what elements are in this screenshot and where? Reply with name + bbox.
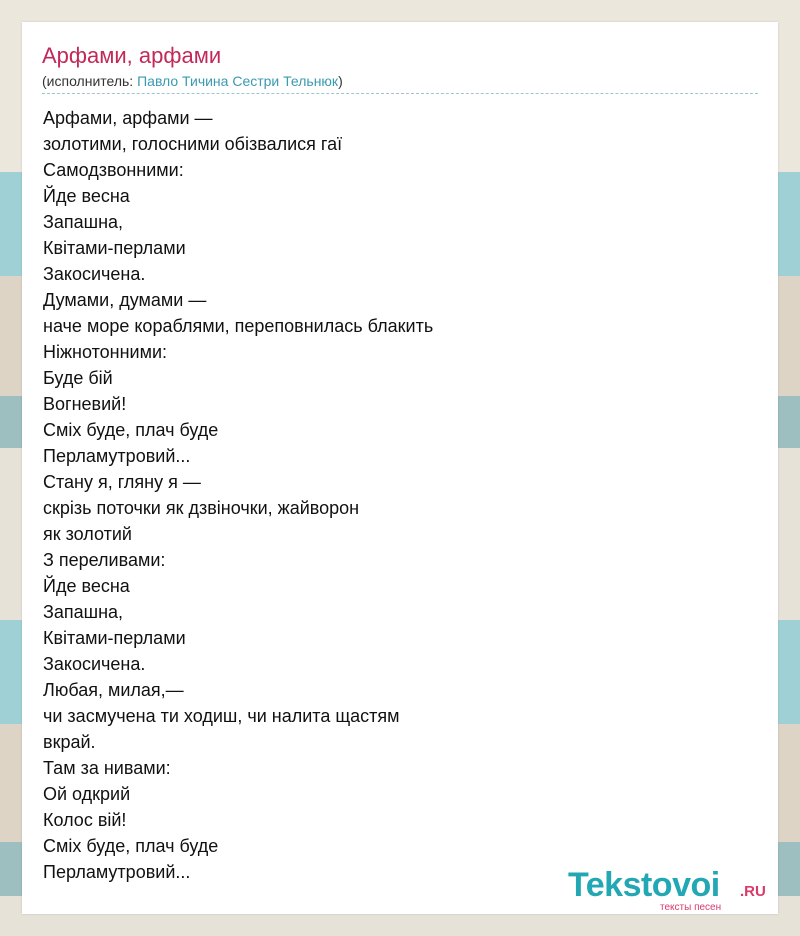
lyric-line: наче море кораблями, переповнилась блакить [43,316,434,336]
lyric-line: Ніжнотонними: [43,342,168,362]
song-title: Арфами, арфами [42,43,222,68]
lyric-line: Запашна, [43,602,124,622]
lyric-line: Закосичена. [43,654,146,674]
lyric-line: Сміх буде, плач буде [43,420,219,440]
title-divider [42,93,758,94]
performer-prefix: (исполнитель: [42,73,138,89]
lyric-line: Думами, думами — [43,290,207,310]
lyric-line: Йде весна [43,576,130,596]
lyric-line: Вогневий! [43,394,127,414]
lyric-line: Сміх буде, плач буде [43,836,219,856]
performer-link[interactable]: Павло Тичина Сестри Тельнюк [137,73,339,89]
lyric-line: Буде бій [43,368,113,388]
lyric-line: Любая, милая,— [43,680,184,700]
performer-suffix: ) [338,73,343,89]
lyric-line: золотими, голосними обізвалися гаї [43,134,343,154]
lyric-line: Йде весна [43,186,130,206]
lyric-line: Арфами, арфами — [43,108,213,128]
logo-domain: .RU [740,883,766,900]
lyric-line: як золотий [43,524,132,544]
lyric-line: Там за нивами: [43,758,171,778]
site-logo[interactable] [568,866,778,914]
lyric-line: Стану я, гляну я — [43,472,201,492]
lyric-line: Самодзвонними: [43,160,184,180]
lyric-line: Ой одкрий [43,784,131,804]
lyric-line: чи засмучена ти ходиш, чи налита щастям [43,706,400,726]
lyric-line: вкрай. [43,732,96,752]
lyric-line: Колос вій! [43,810,127,830]
lyric-line: Закосичена. [43,264,146,284]
lyric-line: Запашна, [43,212,124,232]
lyric-line: З переливами: [43,550,166,570]
logo-wordmark: Tekstovoi [568,866,720,904]
lyrics-card [22,22,778,914]
logo-tagline: тексты песен [660,902,722,913]
lyrics-text [43,105,433,885]
lyric-line: Перламутровий... [43,862,191,882]
performer-line [42,73,343,89]
lyric-line: Квітами-перлами [43,238,186,258]
lyric-line: Перламутровий... [43,446,191,466]
lyric-line: скрізь поточки як дзвіночки, жайворон [43,498,360,518]
lyric-line: Квітами-перлами [43,628,186,648]
